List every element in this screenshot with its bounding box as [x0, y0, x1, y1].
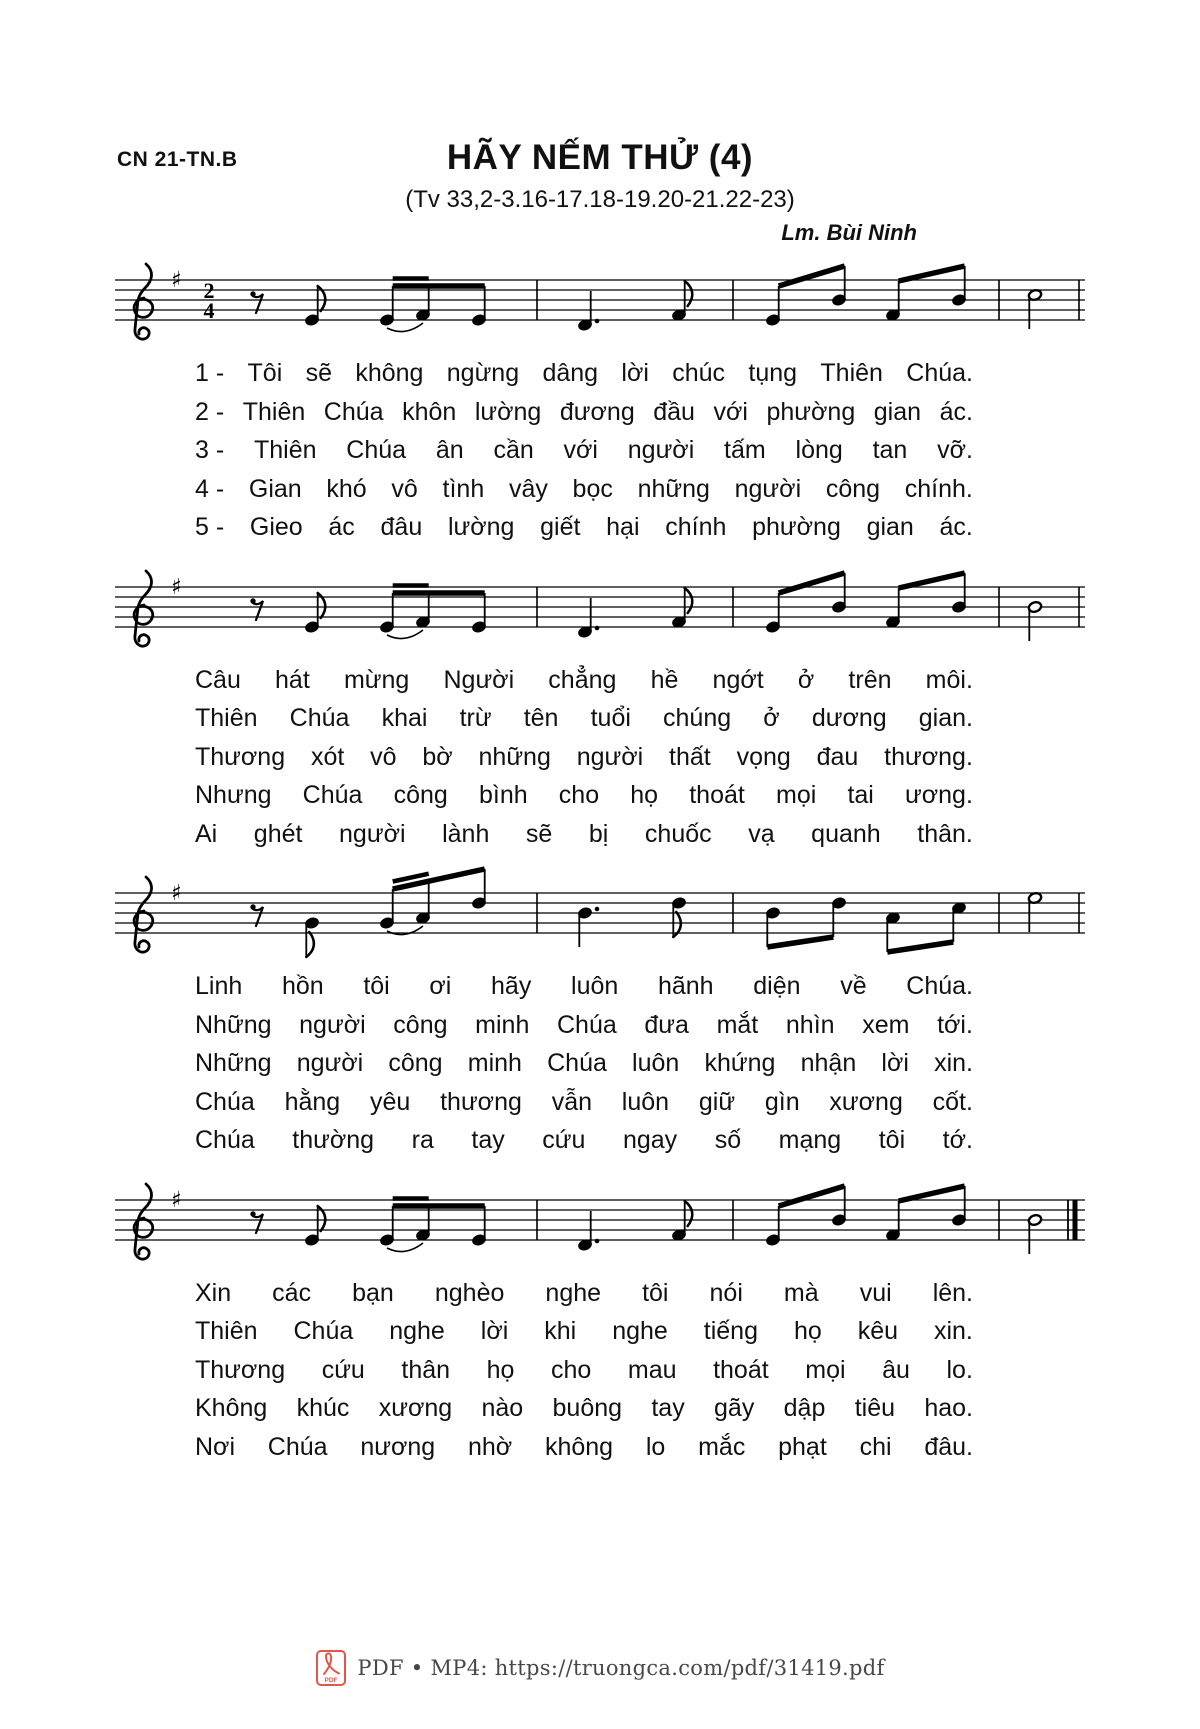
lyric-word: tớ.	[942, 1126, 973, 1154]
lyric-word: môi.	[925, 665, 973, 694]
lyric-word: giữ	[698, 1087, 736, 1116]
lyric-word: ở	[763, 704, 780, 732]
verse-line	[195, 1006, 973, 1045]
lyric-word: tuổi	[590, 704, 631, 732]
lyric-word: diện	[753, 972, 801, 1000]
lyric-word: ra	[411, 1126, 434, 1154]
system-4	[115, 1170, 1085, 1467]
lyric-word: xem	[862, 1010, 910, 1039]
lyric-word: Những	[195, 1049, 272, 1077]
lyric-word: Ai	[195, 819, 218, 848]
lyric-word: ngay	[622, 1126, 678, 1154]
system-2	[115, 557, 1085, 854]
lyric-word: họ	[486, 1355, 515, 1384]
verse-line	[195, 1389, 973, 1428]
lyric-word: đâu.	[924, 1432, 973, 1461]
lyric-word: người	[299, 1010, 366, 1039]
lyric-word: tới.	[937, 1010, 973, 1039]
lyric-word: đâu	[380, 513, 423, 541]
header	[115, 138, 1085, 246]
lyric-word: lường	[447, 513, 515, 541]
lyric-word: nghe	[545, 1278, 602, 1307]
lyric-word: hằng	[284, 1087, 341, 1116]
lyric-word: chẳng	[548, 665, 617, 694]
lyric-word: Nơi	[195, 1432, 236, 1461]
lyric-word: tôi	[363, 972, 390, 1000]
lyric-word: phạt	[778, 1432, 827, 1461]
lyric-word: Linh	[195, 972, 243, 1000]
verse-line	[195, 431, 973, 470]
lyric-word: lên.	[932, 1278, 973, 1307]
music-staff-2	[115, 557, 1085, 659]
lyric-word: tôi	[878, 1126, 906, 1154]
lyric-word: bị	[588, 819, 609, 848]
lyric-word: thường	[292, 1126, 375, 1154]
lyric-word: tan	[872, 436, 908, 464]
verse-block-4	[195, 1274, 973, 1467]
lyric-word: người	[576, 742, 644, 771]
lyric-word: Chúa	[302, 781, 363, 809]
lyric-word: những	[478, 742, 551, 771]
lyric-word: Chúa	[323, 397, 384, 426]
lyric-word: chúc	[672, 359, 726, 387]
lyric-word: xin.	[933, 1317, 973, 1345]
lyric-word: không	[544, 1432, 614, 1461]
lyric-word: luôn	[571, 972, 619, 1000]
lyric-word: người	[339, 819, 406, 848]
lyric-word: bờ	[422, 742, 453, 771]
lyric-word: Thiên	[195, 1317, 258, 1345]
lyric-word: Chúa	[346, 436, 407, 464]
lyric-word: gian	[873, 397, 922, 426]
verse-line	[195, 508, 973, 547]
svg-text:♯: ♯	[171, 268, 182, 293]
lyric-word: lời	[881, 1049, 909, 1077]
lyric-word: xương	[378, 1394, 453, 1422]
verse-line	[195, 967, 973, 1006]
lyric-word: phường	[752, 513, 841, 541]
lyric-word: cốt.	[932, 1087, 973, 1116]
lyric-word: Chúa	[195, 1087, 255, 1116]
lyric-word: Chúa	[547, 1049, 607, 1077]
lyric-word: mọi	[805, 1355, 846, 1384]
lyric-word: người	[296, 1049, 364, 1077]
lyric-word: ương.	[905, 781, 973, 809]
lyric-word: thân.	[917, 819, 973, 848]
lyric-word: chúng	[663, 704, 732, 732]
lyric-word: lời	[480, 1317, 509, 1345]
lyric-word: ngừng	[446, 359, 520, 387]
lyric-word: bạn	[352, 1278, 394, 1307]
lyric-word: 2 -	[195, 397, 225, 426]
lyric-word: tên	[523, 704, 559, 732]
lyric-word: mừng	[343, 665, 410, 694]
psalm-reference: (Tv 33,2-3.16-17.18-19.20-21.22-23)	[405, 186, 795, 213]
lyric-word: đưa	[644, 1010, 689, 1039]
lyric-word: luôn	[621, 1087, 670, 1116]
lyric-word: sẽ	[525, 819, 553, 848]
verse-line	[195, 1121, 973, 1160]
lyric-word: Câu	[195, 665, 241, 694]
lyric-word: lo.	[946, 1355, 973, 1384]
lyric-word: với	[563, 436, 598, 464]
lyric-word: thoát	[689, 781, 745, 809]
music-staff-4	[115, 1170, 1085, 1272]
lyric-word: số	[714, 1126, 742, 1154]
lyric-word: thất	[669, 742, 711, 771]
lyric-word: minh	[467, 1049, 522, 1077]
lyric-word: khai	[381, 704, 428, 732]
lyric-word: Thương	[195, 1355, 286, 1384]
lyric-word: hao.	[924, 1394, 973, 1422]
lyric-word: với	[713, 397, 748, 426]
verse-line	[195, 1428, 973, 1467]
lyric-word: hát	[275, 665, 310, 694]
lyric-word: nào	[481, 1394, 524, 1422]
pdf-icon	[315, 1649, 347, 1687]
page-title: HÃY NẾM THỬ (4)	[446, 138, 754, 177]
lyric-word: Thương	[195, 742, 286, 771]
verse-line	[195, 393, 973, 432]
lyric-word: Xin	[195, 1278, 232, 1307]
lyric-word: vạ	[748, 819, 775, 848]
lyric-word: trên	[848, 665, 892, 694]
verse-line	[195, 815, 973, 854]
svg-text:♯: ♯	[171, 881, 182, 906]
lyric-word: thân	[401, 1355, 451, 1384]
lyric-word: khó	[326, 474, 367, 503]
lyric-word: tai	[847, 781, 874, 809]
lyric-word: gìn	[764, 1087, 800, 1116]
lyric-word: vô	[391, 474, 418, 503]
lyric-word: luôn	[632, 1049, 680, 1077]
lyric-word: công	[388, 1049, 443, 1077]
lyric-word: yêu	[369, 1087, 411, 1116]
lyric-word: tôi	[642, 1278, 669, 1307]
lyric-word: cho	[558, 781, 600, 809]
svg-text:♯: ♯	[171, 1187, 182, 1213]
lyric-word: mắc	[698, 1432, 746, 1461]
lyric-word: hồn	[281, 972, 324, 1000]
lyric-word: cứu	[321, 1355, 365, 1384]
lyric-word: Những	[195, 1010, 272, 1039]
lyric-word: nhờ	[467, 1432, 513, 1461]
svg-text:♯: ♯	[171, 574, 182, 600]
verse-line	[195, 470, 973, 509]
lyric-word: ác.	[939, 397, 973, 426]
verse-line	[195, 1351, 973, 1390]
lyric-word: tay	[651, 1394, 685, 1422]
lyric-word: khứng	[704, 1049, 776, 1077]
lyric-word: Nhưng	[195, 781, 272, 809]
lyric-word: Gieo	[249, 513, 303, 541]
lyric-word: chi	[859, 1432, 892, 1461]
lyric-word: tiếng	[703, 1317, 758, 1345]
lyric-word: đau	[816, 742, 859, 771]
lyric-word: dập	[783, 1394, 826, 1422]
lyric-word: giết	[540, 513, 581, 541]
lyric-word: Chúa	[195, 1126, 255, 1154]
lyric-word: nhìn	[785, 1010, 835, 1039]
lyric-word: khôn	[402, 397, 457, 426]
verse-block-1	[195, 354, 973, 547]
lyric-word: tình	[442, 474, 485, 503]
lyric-word: người	[734, 474, 802, 503]
lyric-word: thương.	[884, 742, 973, 771]
lyric-word: ác.	[939, 513, 973, 541]
lyric-word: dâng	[542, 359, 599, 387]
lyric-word: cứu	[542, 1126, 586, 1154]
lyric-word: xương	[829, 1087, 903, 1116]
lyric-word: ác	[328, 513, 355, 541]
lyric-word: âu	[882, 1355, 910, 1384]
lyric-word: công	[825, 474, 881, 503]
lyric-word: cần	[493, 436, 534, 464]
lyric-word: đương	[559, 397, 635, 426]
lyric-word: chuốc	[644, 819, 712, 848]
lyric-word: Chúa.	[906, 972, 973, 1000]
lyric-word: 3 -	[195, 436, 225, 464]
lyric-word: Người	[443, 665, 515, 694]
lyric-word: không	[355, 359, 424, 387]
lyric-word: lường	[474, 397, 542, 426]
lyric-word: nghe	[612, 1317, 668, 1345]
lyric-word: nghe	[389, 1317, 445, 1345]
lyric-word: nương	[360, 1432, 436, 1461]
lyric-word: Chúa	[267, 1432, 328, 1461]
lyric-word: nói	[709, 1278, 743, 1307]
lyric-word: trừ	[459, 704, 492, 732]
lyric-word: những	[637, 474, 710, 503]
system-3	[115, 863, 1085, 1160]
lyric-word: mọi	[776, 781, 817, 809]
lyric-word: mau	[627, 1355, 677, 1384]
verse-line	[195, 776, 973, 815]
lyric-word: công	[393, 781, 448, 809]
lyric-word: họ	[793, 1317, 822, 1345]
verse-line	[195, 738, 973, 777]
lyric-word: chính	[665, 513, 727, 541]
lyric-word: bình	[478, 781, 528, 809]
music-staff-1	[115, 250, 1085, 352]
lyric-word: khúc	[296, 1394, 350, 1422]
lyric-word: 5 -	[195, 513, 225, 541]
svg-text:4: 4	[203, 298, 215, 323]
lyric-word: sẽ	[305, 359, 332, 387]
svg-text:2: 2	[203, 278, 215, 303]
lyric-word: dương	[811, 704, 887, 732]
lyric-word: mạng	[778, 1126, 842, 1154]
lyric-word: minh	[475, 1010, 530, 1039]
lyric-word: khi	[544, 1317, 577, 1345]
verse-block-2	[195, 661, 973, 854]
system-1	[115, 250, 1085, 547]
verse-block-3	[195, 967, 973, 1160]
verse-line	[195, 1274, 973, 1313]
lyric-word: phường	[766, 397, 856, 426]
lyric-word: hãnh	[657, 972, 714, 1000]
lyric-word: ngớt	[712, 665, 764, 694]
verse-line	[195, 699, 973, 738]
verse-line	[195, 1044, 973, 1083]
lyric-word: 1 -	[195, 359, 225, 387]
download-link[interactable]: PDF • MP4: https://truongca.com/pdf/31419.pdf	[357, 1656, 885, 1680]
verse-line	[195, 661, 973, 700]
lyric-word: ân	[435, 436, 464, 464]
lyric-word: thoát	[713, 1355, 769, 1384]
lyric-word: mà	[783, 1278, 819, 1307]
lyric-word: ghét	[253, 819, 303, 848]
svg-text:PDF: PDF	[324, 1677, 338, 1684]
lyric-word: lo	[645, 1432, 666, 1461]
lyric-word: lòng	[795, 436, 843, 464]
lyric-word: xót	[310, 742, 345, 771]
lyric-word: 4 -	[195, 474, 225, 503]
lyric-word: vẫn	[551, 1087, 592, 1116]
lyric-word: quanh	[811, 819, 881, 848]
lyric-word: nhận	[800, 1049, 857, 1077]
lyric-word: Chúa	[289, 704, 350, 732]
verse-line	[195, 1083, 973, 1122]
lyric-word: gian.	[918, 704, 973, 732]
lyric-word: Không	[195, 1394, 268, 1422]
lyric-word: họ	[630, 781, 659, 809]
lyric-word: ở	[797, 665, 815, 694]
lyric-word: xin.	[934, 1049, 973, 1077]
lyric-word: nghèo	[434, 1278, 505, 1307]
verse-line	[195, 1312, 973, 1351]
lyric-word: đầu	[653, 397, 695, 426]
lyric-word: buông	[552, 1394, 623, 1422]
lyric-word: hại	[606, 513, 640, 541]
lyric-word: vọng	[736, 742, 791, 771]
lyric-word: bọc	[572, 474, 613, 503]
music-staff-3	[115, 863, 1085, 965]
lyric-word: Thiên	[820, 359, 883, 387]
lyric-word: Gian	[248, 474, 302, 503]
lyric-word: vô	[370, 742, 397, 771]
lyric-word: Chúa	[556, 1010, 617, 1039]
lyric-word: mắt	[716, 1010, 759, 1039]
lyric-word: cho	[551, 1355, 592, 1384]
footer	[0, 1649, 1200, 1687]
lyric-word: tụng	[748, 359, 798, 387]
liturgical-code: CN 21-TN.B	[117, 148, 238, 171]
lyric-word: người	[627, 436, 695, 464]
lyric-word: Tôi	[247, 359, 283, 387]
lyric-word: Thiên	[195, 704, 258, 732]
composer-credit: Lm. Bùi Ninh	[781, 220, 917, 245]
lyric-word: công	[393, 1010, 448, 1039]
lyric-word: vỡ.	[937, 436, 973, 464]
lyric-word: lời	[621, 359, 649, 387]
lyric-word: lành	[442, 819, 490, 848]
lyric-word: Chúa	[293, 1317, 354, 1345]
lyric-word: gãy	[714, 1394, 755, 1422]
lyric-word: thương	[440, 1087, 522, 1116]
lyric-word: tay	[471, 1126, 505, 1154]
lyric-word: kêu	[857, 1317, 899, 1345]
verse-line	[195, 354, 973, 393]
lyric-word: vây	[508, 474, 548, 503]
lyric-word: Thiên	[253, 436, 317, 464]
lyric-word: về	[840, 972, 867, 1000]
lyric-word: gian	[866, 513, 914, 541]
lyric-word: Chúa.	[906, 359, 973, 387]
lyric-word: vui	[859, 1278, 892, 1307]
lyric-word: ơi	[429, 972, 452, 1000]
lyric-word: tiêu	[854, 1394, 895, 1422]
lyric-word: tấm	[724, 436, 766, 464]
lyric-word: hề	[650, 665, 679, 694]
lyric-word: hãy	[491, 972, 532, 1000]
lyric-word: Thiên	[242, 397, 306, 426]
lyric-word: chính.	[904, 474, 973, 503]
lyric-word: các	[272, 1278, 312, 1307]
